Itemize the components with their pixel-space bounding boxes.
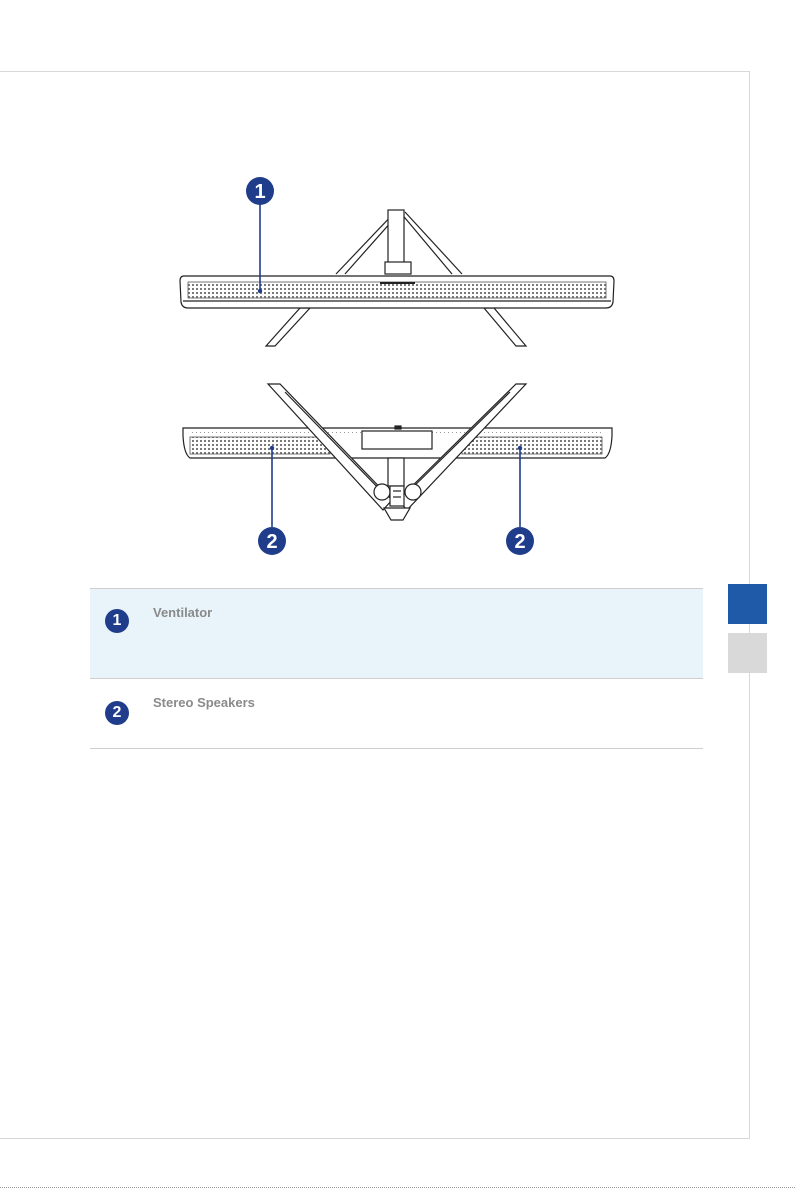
legend-row-ventilator (90, 588, 703, 678)
chapter-tab-inactive (728, 633, 767, 673)
callout-2-left-number: 2 (266, 531, 278, 553)
number-badge-2: 2 (105, 701, 129, 725)
legend-row-stereo-speakers (90, 678, 703, 749)
top-view-monitor (180, 210, 614, 346)
callout-1-number: 1 (254, 181, 266, 203)
callout-2-right (506, 446, 534, 555)
monitor-figure (0, 0, 795, 580)
callout-legend-table (90, 588, 703, 749)
number-badge-1: 1 (105, 609, 129, 633)
legend-label-stereo-speakers: Stereo Speakers (153, 695, 255, 710)
legend-label-ventilator: Ventilator (153, 605, 213, 620)
page-bottom-edge (0, 1187, 795, 1188)
monitor-views-illustration (0, 0, 795, 580)
chapter-tab-active (728, 584, 767, 624)
callout-2-right-number: 2 (514, 531, 526, 553)
callout-2-left (258, 446, 286, 555)
bottom-view-monitor (183, 384, 612, 520)
